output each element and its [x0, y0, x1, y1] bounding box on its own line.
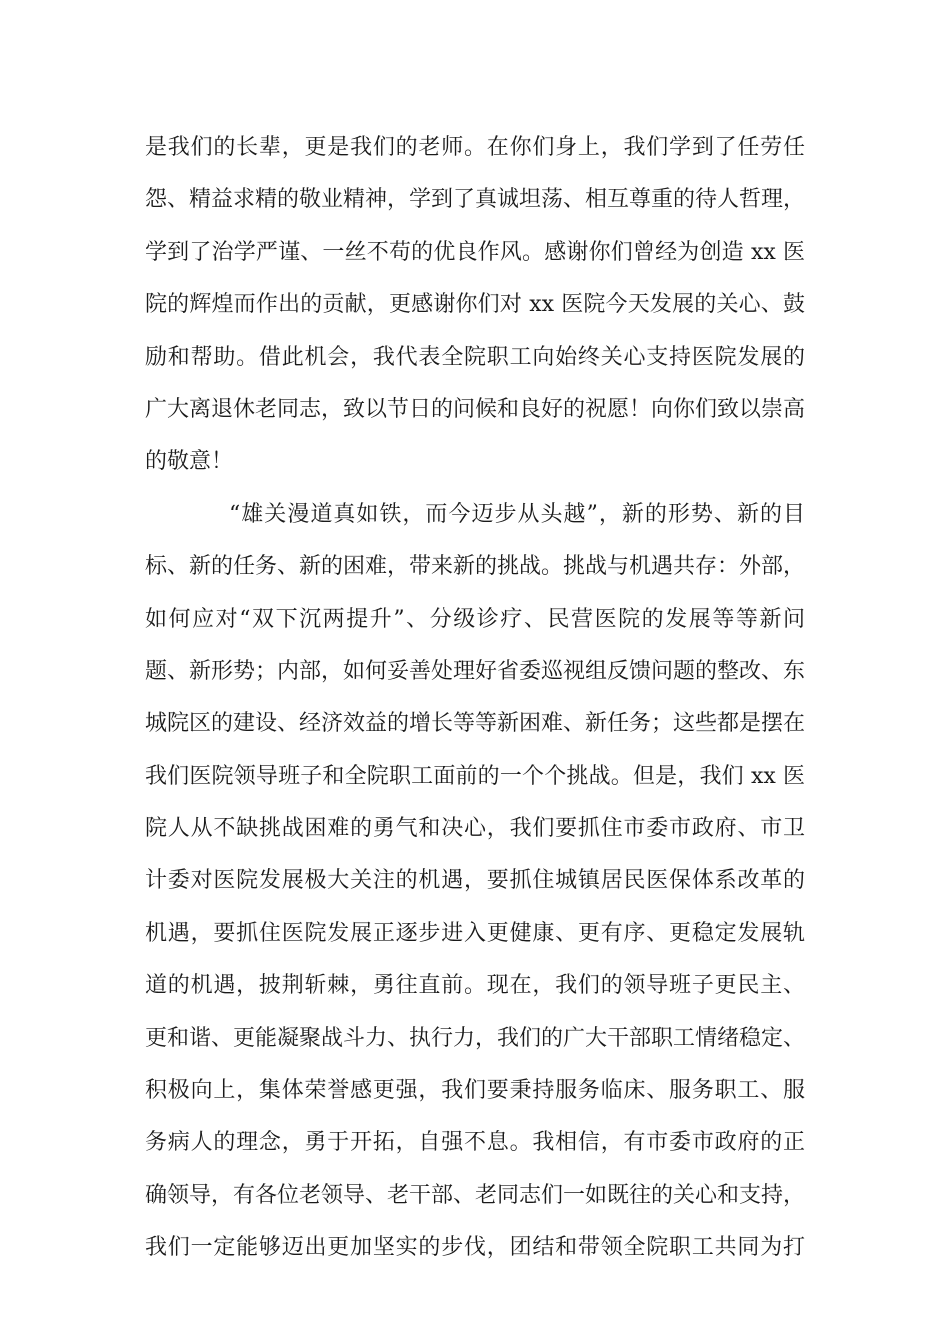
paragraph-line: 广大离退休老同志，致以节日的问候和良好的祝愿！向你们致以崇高 — [145, 396, 806, 422]
paragraph-line: 计委对医院发展极大关注的机遇，要抓住城镇居民医保体系改革的 — [145, 868, 805, 894]
paragraph-1 — [145, 122, 805, 489]
paragraph-line: 学到了治学严谨、一丝不苟的优良作风。感谢你们曾经为创造 xx 医 — [145, 239, 805, 265]
paragraph-line: 积极向上，集体荣誉感更强，我们要秉持服务临床、服务职工、服 — [145, 1078, 805, 1104]
paragraph-line: 题、新形势；内部，如何妥善处理好省委巡视组反馈问题的整改、东 — [145, 658, 806, 684]
document-body — [145, 122, 805, 1275]
paragraph-line: 如何应对“双下沉两提升”、分级诊疗、民营医院的发展等等新问 — [145, 606, 805, 632]
paragraph-line: 院人从不缺挑战困难的勇气和决心，我们要抓住市委市政府、市卫 — [145, 816, 805, 842]
paragraph-line: “雄关漫道真如铁，而今迈步从头越”，新的形势、新的目 — [229, 501, 805, 527]
paragraph-line: 确领导，有各位老领导、老干部、老同志们一如既往的关心和支持， — [145, 1182, 806, 1208]
paragraph-line: 标、新的任务、新的困难，带来新的挑战。挑战与机遇共存：外部， — [145, 554, 806, 580]
paragraph-line: 机遇，要抓住医院发展正逐步进入更健康、更有序、更稳定发展轨 — [145, 920, 805, 946]
paragraph-line: 我们一定能够迈出更加坚实的步伐，团结和带领全院职工共同为打 — [145, 1235, 805, 1261]
paragraph-line: 我们医院领导班子和全院职工面前的一个个挑战。但是，我们 xx 医 — [145, 763, 805, 789]
paragraph-line: 务病人的理念，勇于开拓，自强不息。我相信，有市委市政府的正 — [145, 1130, 805, 1156]
paragraph-line: 怨、精益求精的敬业精神，学到了真诚坦荡、相互尊重的待人哲理， — [145, 187, 806, 213]
paragraph-line: 的敬意！ — [145, 449, 234, 475]
paragraph-line: 城院区的建设、经济效益的增长等等新困难、新任务；这些都是摆在 — [145, 711, 806, 737]
paragraph-line: 院的辉煌而作出的贡献，更感谢你们对 xx 医院今天发展的关心、鼓 — [145, 292, 805, 318]
paragraph-line: 更和谐、更能凝聚战斗力、执行力，我们的广大干部职工情绪稳定、 — [145, 1025, 806, 1051]
paragraph-line: 道的机遇，披荆斩棘，勇往直前。现在，我们的领导班子更民主、 — [145, 973, 805, 999]
paragraph-line: 励和帮助。借此机会，我代表全院职工向始终关心支持医院发展的 — [145, 344, 805, 370]
paragraph-2 — [145, 489, 805, 1275]
paragraph-line: 是我们的长辈，更是我们的老师。在你们身上，我们学到了任劳任 — [145, 135, 805, 160]
